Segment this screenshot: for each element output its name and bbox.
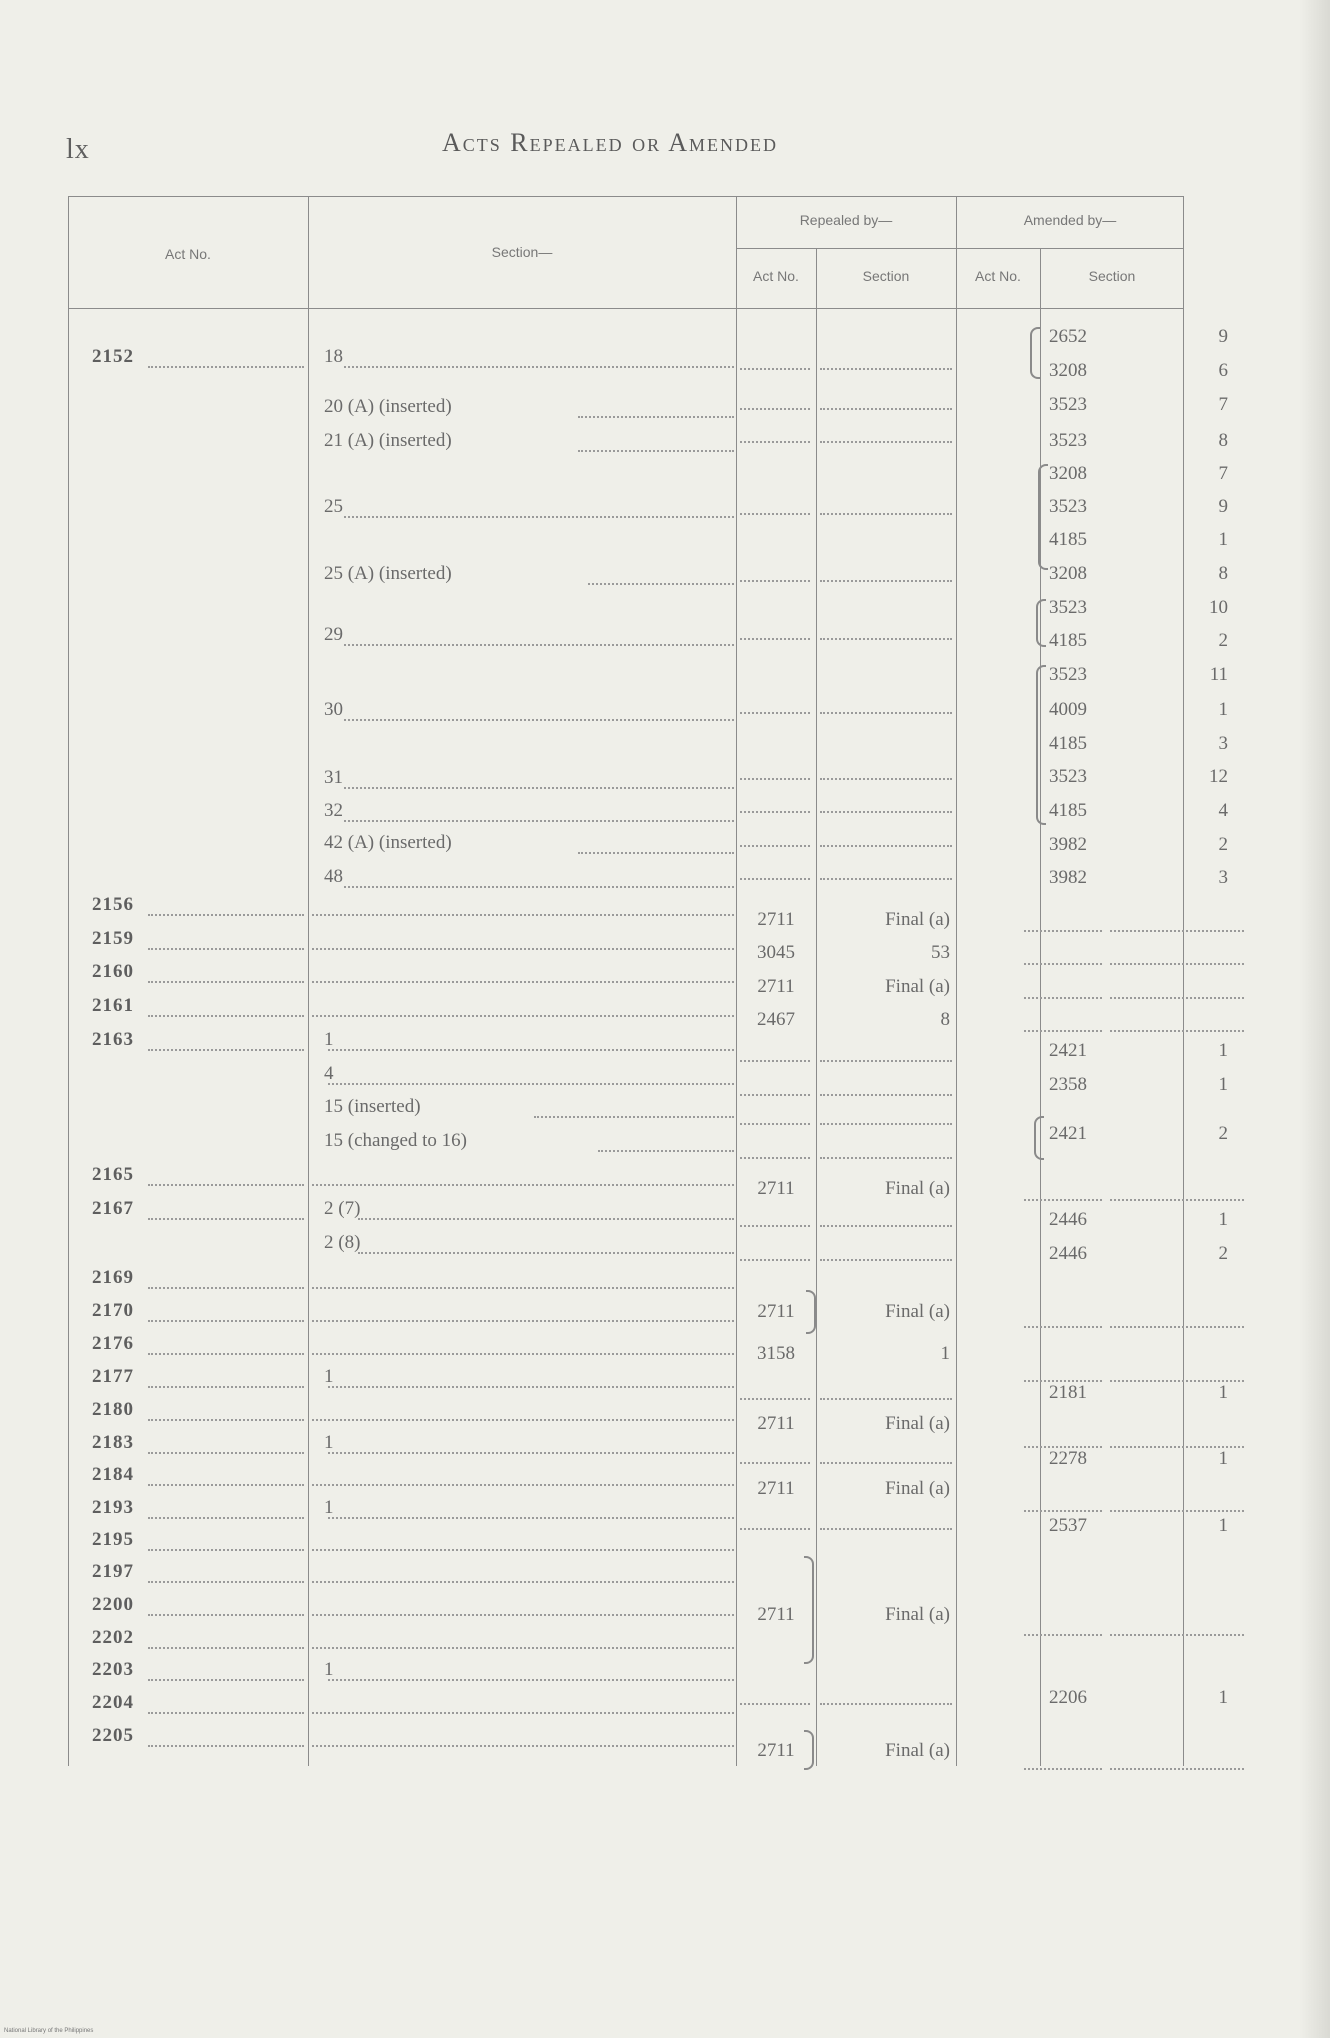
dot-leader bbox=[148, 1353, 304, 1355]
table-top-border bbox=[68, 196, 1184, 197]
section-entry: 20 (A) (inserted) bbox=[324, 396, 452, 417]
dot-leader bbox=[820, 513, 952, 515]
dot-leader bbox=[312, 1647, 734, 1649]
act-number: 2176 bbox=[92, 1333, 134, 1354]
repealed-act-no: 2711 bbox=[757, 1178, 795, 1199]
amended-act-no: 4185 bbox=[1049, 529, 1087, 550]
repealed-act-no: 2711 bbox=[757, 976, 795, 997]
dot-leader bbox=[344, 644, 734, 646]
act-number: 2195 bbox=[92, 1529, 134, 1550]
amended-act-no: 2652 bbox=[1049, 326, 1087, 347]
dot-leader bbox=[740, 778, 810, 780]
amended-section: 10 bbox=[1209, 597, 1228, 618]
dot-leader bbox=[740, 1094, 810, 1096]
dot-leader bbox=[312, 1184, 734, 1186]
dot-leader bbox=[1024, 1634, 1102, 1636]
dot-leader bbox=[148, 1386, 304, 1388]
amended-section: 2 bbox=[1218, 630, 1228, 651]
repealed-act-no: 3045 bbox=[757, 942, 795, 963]
act-number: 2180 bbox=[92, 1399, 134, 1420]
section-entry: 1 bbox=[324, 1659, 334, 1680]
section-entry: 15 (inserted) bbox=[324, 1096, 421, 1117]
act-number: 2156 bbox=[92, 894, 134, 915]
dot-leader bbox=[148, 1679, 304, 1681]
dot-leader bbox=[534, 1116, 734, 1118]
act-number: 2160 bbox=[92, 961, 134, 982]
act-number: 2169 bbox=[92, 1267, 134, 1288]
section-entry: 2 (7) bbox=[324, 1198, 361, 1219]
repealed-section: Final (a) bbox=[885, 1740, 950, 1761]
dot-leader bbox=[588, 583, 734, 585]
dot-leader bbox=[312, 1745, 734, 1747]
dot-leader bbox=[740, 1157, 810, 1159]
section-entry: 48 bbox=[324, 866, 343, 887]
dot-leader bbox=[312, 1287, 734, 1289]
dot-leader bbox=[148, 1320, 304, 1322]
repealed-act-no: 2711 bbox=[757, 1301, 795, 1322]
dot-leader bbox=[578, 450, 734, 452]
repealed-section: Final (a) bbox=[885, 1413, 950, 1434]
amended-section: 9 bbox=[1218, 496, 1228, 517]
dot-leader bbox=[148, 1452, 304, 1454]
amended-act-no: 2206 bbox=[1049, 1687, 1087, 1708]
dot-leader bbox=[1024, 1380, 1102, 1382]
amended-act-no: 3982 bbox=[1049, 834, 1087, 855]
amended-act-no: 3523 bbox=[1049, 496, 1087, 517]
amended-section: 2 bbox=[1218, 1123, 1228, 1144]
dot-leader bbox=[820, 1528, 952, 1530]
amended-act-no: 2421 bbox=[1049, 1040, 1087, 1061]
dot-leader bbox=[740, 1528, 810, 1530]
act-number: 2193 bbox=[92, 1497, 134, 1518]
dot-leader bbox=[740, 811, 810, 813]
section-entry: 29 bbox=[324, 624, 343, 645]
dot-leader bbox=[358, 1252, 734, 1254]
repealed-section: Final (a) bbox=[885, 976, 950, 997]
bracket bbox=[804, 1556, 814, 1664]
bracket bbox=[1038, 464, 1048, 570]
col-divider-4 bbox=[956, 196, 957, 1766]
header-amended-by: Amended by— bbox=[1023, 212, 1117, 228]
act-number: 2177 bbox=[92, 1366, 134, 1387]
repealed-section: Final (a) bbox=[885, 1604, 950, 1625]
dot-leader bbox=[1024, 1030, 1102, 1032]
dot-leader bbox=[820, 878, 952, 880]
dot-leader bbox=[148, 981, 304, 983]
dot-leader bbox=[820, 1157, 952, 1159]
dot-leader bbox=[358, 1218, 734, 1220]
dot-leader bbox=[148, 948, 304, 950]
dot-leader bbox=[740, 1703, 810, 1705]
section-entry: 2 (8) bbox=[324, 1232, 361, 1253]
act-number: 2165 bbox=[92, 1164, 134, 1185]
repealed-act-no: 2711 bbox=[757, 1413, 795, 1434]
act-number: 2161 bbox=[92, 995, 134, 1016]
page-number: lx bbox=[66, 134, 90, 165]
section-entry: 1 bbox=[324, 1497, 334, 1518]
dot-leader bbox=[312, 981, 734, 983]
dot-leader bbox=[820, 1259, 952, 1261]
repealed-section: 1 bbox=[940, 1343, 950, 1364]
bracket bbox=[804, 1730, 814, 1770]
dot-leader bbox=[820, 441, 952, 443]
dot-leader bbox=[344, 516, 734, 518]
amended-section: 1 bbox=[1218, 1209, 1228, 1230]
repealed-section: Final (a) bbox=[885, 1178, 950, 1199]
amended-section: 1 bbox=[1218, 1382, 1228, 1403]
act-number: 2204 bbox=[92, 1692, 134, 1713]
repealed-section: 8 bbox=[940, 1009, 950, 1030]
dot-leader bbox=[1110, 1446, 1244, 1448]
dot-leader bbox=[148, 1484, 304, 1486]
dot-leader bbox=[312, 1614, 734, 1616]
section-entry: 32 bbox=[324, 800, 343, 821]
dot-leader bbox=[820, 408, 952, 410]
dot-leader bbox=[740, 580, 810, 582]
dot-leader bbox=[328, 1049, 734, 1051]
amended-act-no: 3523 bbox=[1049, 430, 1087, 451]
repealed-act-no: 3158 bbox=[757, 1343, 795, 1364]
amended-section: 1 bbox=[1218, 1515, 1228, 1536]
dot-leader bbox=[148, 1614, 304, 1616]
dot-leader bbox=[328, 1517, 734, 1519]
section-entry: 1 bbox=[324, 1366, 334, 1387]
dot-leader bbox=[344, 886, 734, 888]
footer-credit: National Library of the Philippines bbox=[4, 2028, 94, 2034]
dot-leader bbox=[148, 1287, 304, 1289]
dot-leader bbox=[820, 1225, 952, 1227]
dot-leader bbox=[1024, 1199, 1102, 1201]
act-number: 2197 bbox=[92, 1561, 134, 1582]
amended-act-no: 3523 bbox=[1049, 597, 1087, 618]
dot-leader bbox=[820, 778, 952, 780]
dot-leader bbox=[148, 1015, 304, 1017]
dot-leader bbox=[820, 638, 952, 640]
dot-leader bbox=[148, 914, 304, 916]
dot-leader bbox=[328, 1083, 734, 1085]
dot-leader bbox=[312, 1581, 734, 1583]
repealed-section: 53 bbox=[931, 942, 950, 963]
bracket bbox=[1034, 1116, 1044, 1160]
dot-leader bbox=[740, 441, 810, 443]
dot-leader bbox=[820, 1703, 952, 1705]
repealed-act-no: 2711 bbox=[757, 1740, 795, 1761]
amended-act-no: 2446 bbox=[1049, 1209, 1087, 1230]
repealed-section: Final (a) bbox=[885, 909, 950, 930]
dot-leader bbox=[148, 1581, 304, 1583]
header-repealed-section: Section bbox=[862, 268, 910, 284]
section-entry: 1 bbox=[324, 1432, 334, 1453]
dot-leader bbox=[820, 1123, 952, 1125]
dot-leader bbox=[820, 1398, 952, 1400]
section-entry: 15 (changed to 16) bbox=[324, 1130, 467, 1151]
amended-section: 1 bbox=[1218, 1448, 1228, 1469]
dot-leader bbox=[1110, 1634, 1244, 1636]
amended-act-no: 4185 bbox=[1049, 733, 1087, 754]
amended-section: 8 bbox=[1218, 563, 1228, 584]
repealed-act-no: 2467 bbox=[757, 1009, 795, 1030]
dot-leader bbox=[1110, 1199, 1244, 1201]
amended-section: 3 bbox=[1218, 733, 1228, 754]
amended-section: 7 bbox=[1218, 463, 1228, 484]
dot-leader bbox=[312, 1549, 734, 1551]
section-entry: 21 (A) (inserted) bbox=[324, 430, 452, 451]
amended-section: 9 bbox=[1218, 326, 1228, 347]
amended-section: 7 bbox=[1218, 394, 1228, 415]
act-number: 2159 bbox=[92, 928, 134, 949]
amended-section: 1 bbox=[1218, 699, 1228, 720]
amended-act-no: 3208 bbox=[1049, 563, 1087, 584]
dot-leader bbox=[598, 1150, 734, 1152]
dot-leader bbox=[344, 820, 734, 822]
section-entry: 42 (A) (inserted) bbox=[324, 832, 452, 853]
amended-act-no: 3982 bbox=[1049, 867, 1087, 888]
amended-section: 8 bbox=[1218, 430, 1228, 451]
dot-leader bbox=[740, 712, 810, 714]
act-number: 2163 bbox=[92, 1029, 134, 1050]
act-number: 2183 bbox=[92, 1432, 134, 1453]
dot-leader bbox=[740, 1259, 810, 1261]
dot-leader bbox=[1110, 1030, 1244, 1032]
header-act-no: Act No. bbox=[165, 246, 211, 262]
dot-leader bbox=[1024, 963, 1102, 965]
dot-leader bbox=[312, 1320, 734, 1322]
section-entry: 4 bbox=[324, 1063, 334, 1084]
dot-leader bbox=[1110, 1326, 1244, 1328]
dot-leader bbox=[344, 719, 734, 721]
amended-act-no: 4009 bbox=[1049, 699, 1087, 720]
bracket bbox=[1036, 599, 1046, 647]
dot-leader bbox=[328, 1679, 734, 1681]
dot-leader bbox=[148, 1218, 304, 1220]
repealed-act-no: 2711 bbox=[757, 909, 795, 930]
dot-leader bbox=[820, 1462, 952, 1464]
dot-leader bbox=[740, 638, 810, 640]
dot-leader bbox=[740, 845, 810, 847]
table-left-border bbox=[68, 196, 69, 1766]
section-entry: 1 bbox=[324, 1029, 334, 1050]
dot-leader bbox=[1110, 1768, 1244, 1770]
repealed-act-no: 2711 bbox=[757, 1478, 795, 1499]
dot-leader bbox=[148, 1745, 304, 1747]
dot-leader bbox=[820, 368, 952, 370]
dot-leader bbox=[740, 1225, 810, 1227]
dot-leader bbox=[1024, 930, 1102, 932]
amended-section: 2 bbox=[1218, 834, 1228, 855]
act-number: 2203 bbox=[92, 1659, 134, 1680]
amended-act-no: 2446 bbox=[1049, 1243, 1087, 1264]
dot-leader bbox=[312, 1484, 734, 1486]
dot-leader bbox=[578, 852, 734, 854]
header-repealed-act-no: Act No. bbox=[753, 268, 799, 284]
dot-leader bbox=[740, 878, 810, 880]
section-entry: 18 bbox=[324, 346, 343, 367]
dot-leader bbox=[1110, 1510, 1244, 1512]
section-entry: 25 (A) (inserted) bbox=[324, 563, 452, 584]
amended-act-no: 2358 bbox=[1049, 1074, 1087, 1095]
act-number: 2152 bbox=[92, 346, 134, 367]
act-number: 2200 bbox=[92, 1594, 134, 1615]
repealed-section: Final (a) bbox=[885, 1301, 950, 1322]
dot-leader bbox=[312, 1712, 734, 1714]
dot-leader bbox=[740, 1462, 810, 1464]
dot-leader bbox=[740, 368, 810, 370]
page-edge-shadow bbox=[1300, 0, 1330, 2038]
acts-table bbox=[68, 196, 1228, 1766]
amended-section: 1 bbox=[1218, 529, 1228, 550]
amended-act-no: 3208 bbox=[1049, 463, 1087, 484]
amended-section: 12 bbox=[1209, 766, 1228, 787]
dot-leader bbox=[312, 1419, 734, 1421]
section-entry: 25 bbox=[324, 496, 343, 517]
act-number: 2170 bbox=[92, 1300, 134, 1321]
header-repealed-by: Repealed by— bbox=[799, 212, 893, 228]
header-amended-act-no: Act No. bbox=[975, 268, 1021, 284]
dot-leader bbox=[1024, 1446, 1102, 1448]
header-subdivider bbox=[736, 248, 1184, 249]
amended-section: 1 bbox=[1218, 1687, 1228, 1708]
dot-leader bbox=[148, 1647, 304, 1649]
dot-leader bbox=[740, 1123, 810, 1125]
dot-leader bbox=[1024, 1326, 1102, 1328]
act-number: 2202 bbox=[92, 1627, 134, 1648]
dot-leader bbox=[820, 580, 952, 582]
dot-leader bbox=[148, 1184, 304, 1186]
bracket bbox=[1036, 665, 1046, 825]
amended-section: 6 bbox=[1218, 360, 1228, 381]
amended-act-no: 3208 bbox=[1049, 360, 1087, 381]
amended-act-no: 3523 bbox=[1049, 394, 1087, 415]
amended-act-no: 3523 bbox=[1049, 766, 1087, 787]
amended-act-no: 3523 bbox=[1049, 664, 1087, 685]
dot-leader bbox=[328, 1386, 734, 1388]
dot-leader bbox=[1024, 1768, 1102, 1770]
dot-leader bbox=[820, 845, 952, 847]
dot-leader bbox=[1110, 963, 1244, 965]
act-number: 2184 bbox=[92, 1464, 134, 1485]
bracket bbox=[806, 1290, 816, 1334]
col-divider-2 bbox=[736, 196, 737, 1766]
amended-act-no: 2278 bbox=[1049, 1448, 1087, 1469]
dot-leader bbox=[312, 1015, 734, 1017]
dot-leader bbox=[344, 787, 734, 789]
amended-section: 4 bbox=[1218, 800, 1228, 821]
dot-leader bbox=[820, 1094, 952, 1096]
dot-leader bbox=[1024, 997, 1102, 999]
amended-act-no: 4185 bbox=[1049, 800, 1087, 821]
header-section: Section— bbox=[491, 244, 553, 260]
act-number: 2167 bbox=[92, 1198, 134, 1219]
amended-section: 2 bbox=[1218, 1243, 1228, 1264]
header-bottom-border bbox=[68, 308, 1184, 309]
col-divider-1 bbox=[308, 196, 309, 1766]
dot-leader bbox=[312, 914, 734, 916]
dot-leader bbox=[740, 1398, 810, 1400]
amended-section: 11 bbox=[1209, 664, 1228, 685]
amended-section: 1 bbox=[1218, 1040, 1228, 1061]
amended-section: 3 bbox=[1218, 867, 1228, 888]
dot-leader bbox=[312, 948, 734, 950]
dot-leader bbox=[578, 416, 734, 418]
dot-leader bbox=[312, 1353, 734, 1355]
amended-act-no: 4185 bbox=[1049, 630, 1087, 651]
dot-leader bbox=[328, 1452, 734, 1454]
dot-leader bbox=[1024, 1510, 1102, 1512]
repealed-act-no: 2711 bbox=[757, 1604, 795, 1625]
dot-leader bbox=[820, 811, 952, 813]
dot-leader bbox=[148, 1049, 304, 1051]
page-title: Acts Repealed or Amended bbox=[442, 128, 778, 157]
dot-leader bbox=[1110, 997, 1244, 999]
dot-leader bbox=[344, 366, 734, 368]
dot-leader bbox=[740, 1060, 810, 1062]
header-amended-section: Section bbox=[1088, 268, 1136, 284]
section-entry: 31 bbox=[324, 767, 343, 788]
amended-act-no: 2181 bbox=[1049, 1382, 1087, 1403]
repealed-section: Final (a) bbox=[885, 1478, 950, 1499]
dot-leader bbox=[740, 408, 810, 410]
dot-leader bbox=[148, 1517, 304, 1519]
dot-leader bbox=[148, 366, 304, 368]
act-number: 2205 bbox=[92, 1725, 134, 1746]
dot-leader bbox=[820, 712, 952, 714]
amended-act-no: 2537 bbox=[1049, 1515, 1087, 1536]
dot-leader bbox=[148, 1419, 304, 1421]
dot-leader bbox=[1110, 930, 1244, 932]
dot-leader bbox=[1110, 1380, 1244, 1382]
dot-leader bbox=[148, 1712, 304, 1714]
col-divider-3 bbox=[816, 248, 817, 1766]
dot-leader bbox=[820, 1060, 952, 1062]
dot-leader bbox=[740, 513, 810, 515]
amended-act-no: 2421 bbox=[1049, 1123, 1087, 1144]
dot-leader bbox=[148, 1549, 304, 1551]
bracket bbox=[1030, 327, 1040, 379]
amended-section: 1 bbox=[1218, 1074, 1228, 1095]
section-entry: 30 bbox=[324, 699, 343, 720]
